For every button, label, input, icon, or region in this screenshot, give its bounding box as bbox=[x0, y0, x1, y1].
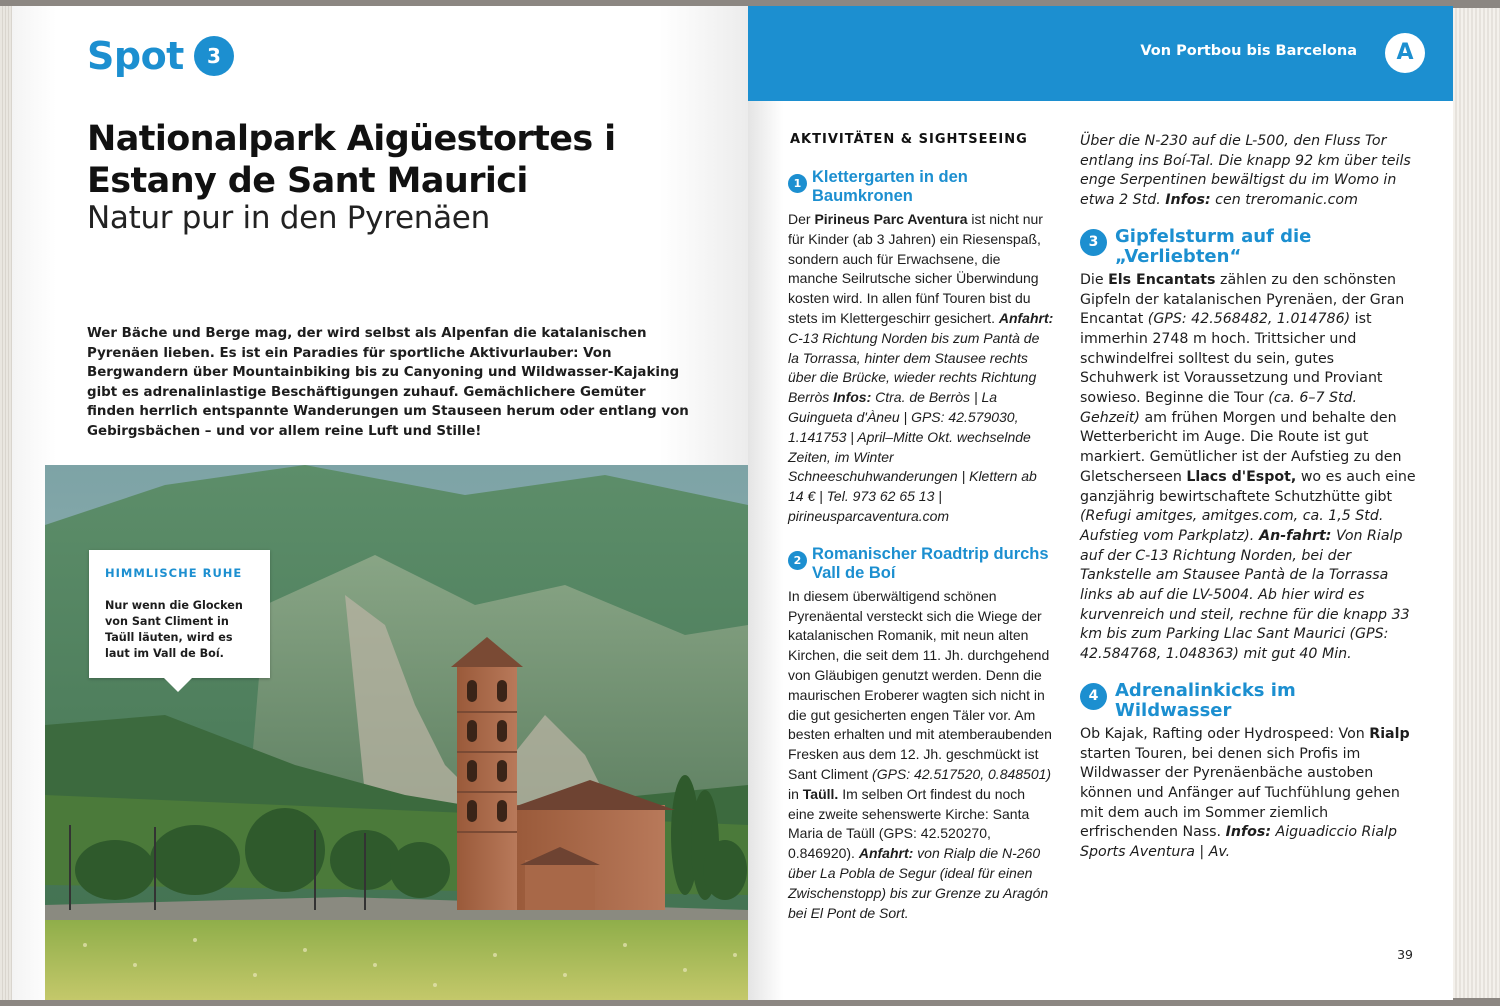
right-page bbox=[748, 6, 1453, 1000]
item-body-4 bbox=[1080, 725, 1416, 863]
header-bar bbox=[748, 6, 1453, 101]
item-body-3 bbox=[1080, 271, 1416, 665]
text-run: Die bbox=[1080, 271, 1109, 288]
text-run: In diesem überwältigend schönen Pyrenäental versteckt sich die Wiege der katalanischen Romanik, mit neun alten Kirchen, die seit dem 11. Jh. durchgehend von Gläubigen genutzt werden. Denn die maurischen Eroberer wagten sich nicht in die gut gesicherten engen Täler vor. Am besten erhalten und mit atemberaubenden Fresken aus dem 12. Jh. geschmückt ist Sant Climent bbox=[788, 587, 1052, 782]
page-title bbox=[87, 118, 727, 202]
label-anfahrt: Anfahrt: bbox=[998, 309, 1054, 326]
item-title: Klettergarten in den Baumkronen bbox=[812, 168, 968, 205]
text-run: (GPS: 42.517520, 0.848501) bbox=[872, 765, 1052, 782]
spot-number-badge: 3 bbox=[194, 36, 234, 76]
place-name: Els Encantats bbox=[1108, 271, 1216, 288]
text-run: Aiguadiccio Rialp Sports Aventura | Av. bbox=[1080, 824, 1397, 861]
text-run: C-13 Richtung Norden bis zum Pantà de la Torrassa, hinter dem Stausee rechts über die Brücke, wieder rechts Richtung Berròs bbox=[788, 329, 1040, 406]
item-number-badge: 2 bbox=[788, 551, 807, 570]
text-run: Der bbox=[788, 211, 815, 227]
text-run: starten Touren, bei denen sich Profis im Wildwasser der Pyrenäenbäche austoben können und Anfänger auf Tuchfühlung gehen mit dem auch im Sommer ziemlich erfrischenden Nass. bbox=[1080, 745, 1400, 841]
item-number-badge: 1 bbox=[788, 174, 807, 193]
text-run: wo es auch eine ganzjährig bewirtschaftete Schutzhütte gibt bbox=[1080, 468, 1416, 505]
text-run: Im selben Ort findest du noch eine zweite sehenswerte Kirche: Santa Maria de Taüll (GPS: 42.520270, 0.846920). bbox=[788, 785, 1030, 862]
item-body-2 bbox=[788, 587, 1054, 924]
venue-name: Pirineus Parc Aventura bbox=[814, 211, 968, 227]
region-label: Von Portbou bis Barcelona bbox=[1140, 43, 1357, 59]
text-run: Von Rialp auf der C-13 Richtung Norden, bei der Tankstelle am Stausee Pantà de la Torrassa links ab auf die LV-5004. Ab hier wird es kurvenreich und steil, rechne für die knapp 33 km bis zum Parking Llac Sant Maurici (GPS: 42.584768, 1.048363) mit gut 40 Min. bbox=[1080, 527, 1410, 663]
section-title: AKTIVITÄTEN & SIGHTSEEING bbox=[790, 132, 1028, 147]
left-page bbox=[12, 6, 748, 1000]
callout-title: HIMMLISCHE RUHE bbox=[105, 566, 243, 580]
text-run: am frühen Morgen und behalte den Wetterbericht im Auge. Die Route ist gut markiert. Gemütlicher ist der Aufstieg zu den Gletscherseen bbox=[1080, 409, 1402, 485]
item-title: Adrenalinkicks im Wildwasser bbox=[1115, 679, 1296, 721]
spot-label: Spot bbox=[87, 34, 184, 78]
text-run: Ob Kajak, Rafting oder Hydrospeed: Von bbox=[1080, 725, 1370, 742]
text-run: (GPS: 42.568482, 1.014786) bbox=[1147, 311, 1351, 328]
place-name: Taüll. bbox=[802, 785, 839, 802]
region-badge: A bbox=[1385, 33, 1425, 73]
page-subtitle: Natur pur in den Pyrenäen bbox=[87, 200, 490, 236]
text-run: Ctra. de Berròs | La Guingueta d'Àneu | GPS: 42.579030, 1.141753 | April–Mitte Okt. wechselnde Zeiten, im Winter Schneeschuhwanderungen | Klettern ab 14 € | Tel. 973 62 65 13 | pirineusparcaventura.com bbox=[788, 389, 1037, 524]
text-run: ist immerhin 2748 m hoch. Trittsicher und schwindelfrei solltest du sein, gutes Schuhwerk ist Voraussetzung und Proviant sowieso. Beginne die Tour bbox=[1080, 311, 1383, 407]
label-infos: Infos: bbox=[1225, 824, 1272, 841]
item-body-2-continued bbox=[1080, 132, 1416, 211]
text-run: in bbox=[788, 785, 803, 802]
item-body-1 bbox=[788, 210, 1054, 527]
place-name: Llacs d'Espot, bbox=[1186, 468, 1297, 485]
title-line-1: Nationalpark Aigüestortes i bbox=[87, 119, 616, 159]
callout-text: Nur wenn die Glocken von Sant Climent in Taüll läuten, wird es laut im Vall de Boí. bbox=[105, 599, 243, 660]
text-run: Über die N-230 auf die L-500, den Fluss Tor entlang ins Boí-Tal. Die knapp 92 km über teils enge Serpentinen bewältigst du im Womo in etwa 2 Std. bbox=[1080, 133, 1411, 209]
item-heading-3 bbox=[1080, 227, 1416, 267]
intro-paragraph: Wer Bäche und Berge mag, der wird selbst als Alpenfan die katalanischen Pyrenäen lieben. Es ist ein Paradies für sportliche Aktivurlauber: Von Bergwandern über Mountainbiking bis zu Canyoning und Wildwasser-Kajaking gibt es adrenalinlastige Beschäftigungen zuhauf. Gemächlichere Gemüter finden herrlich entspannte Wanderungen um Stauseen herum oder entlang von Gebirgsbächen – und vor allem reine Luft und Stille! bbox=[87, 326, 689, 439]
page-stack-right bbox=[1453, 8, 1500, 998]
text-run: (Refugi amitges, amitges.com, ca. 1,5 Std. Aufstieg vom Parkplatz). bbox=[1080, 508, 1384, 544]
item-title: Gipfelsturm auf die „Verliebten“ bbox=[1115, 225, 1312, 267]
text-run: zählen zu den schönsten Gipfeln der katalanischen Pyrenäen, der Gran Encantat bbox=[1080, 271, 1405, 328]
place-name: Rialp bbox=[1369, 725, 1410, 742]
column-1 bbox=[788, 168, 1054, 941]
text-run: von Rialp die N-260 über La Pobla de Segur (ideal für einen Zwischenstopp) bis zur Grenze zu Aragón bei El Pont de Sort. bbox=[788, 845, 1049, 921]
label-anfahrt: An-fahrt: bbox=[1254, 527, 1332, 544]
photo-illustration bbox=[45, 465, 748, 1000]
item-title: Romanischer Roadtrip durchs Vall de Boí bbox=[812, 544, 1049, 582]
item-heading-1 bbox=[788, 168, 1054, 206]
column-2 bbox=[1080, 132, 1416, 879]
label-anfahrt: Anfahrt: bbox=[858, 845, 914, 862]
label-infos: Infos: bbox=[833, 389, 872, 406]
text-run: (ca. 6–7 Std. Gehzeit) bbox=[1080, 390, 1358, 426]
item-number-badge: 3 bbox=[1080, 229, 1107, 256]
item-heading-2 bbox=[788, 545, 1054, 583]
church-landscape-photo bbox=[45, 465, 748, 1000]
label-infos: Infos: bbox=[1165, 192, 1211, 209]
page-number: 39 bbox=[1397, 947, 1413, 962]
page-stack-left bbox=[0, 6, 12, 1000]
text-run: cen treromanic.com bbox=[1210, 192, 1358, 209]
title-line-2: Estany de Sant Maurici bbox=[87, 161, 528, 201]
item-number-badge: 4 bbox=[1080, 683, 1107, 710]
text-run: ist nicht nur für Kinder (ab 3 Jahren) ein Riesenspaß, sondern auch für Erwachsene, die manche Seilrutsche sicher Überwindung kosten wird. In allen fünf Touren bist du stets im Klettergeschirr gesichert. bbox=[788, 211, 1043, 326]
item-heading-4 bbox=[1080, 681, 1416, 721]
callout-box bbox=[89, 550, 270, 678]
